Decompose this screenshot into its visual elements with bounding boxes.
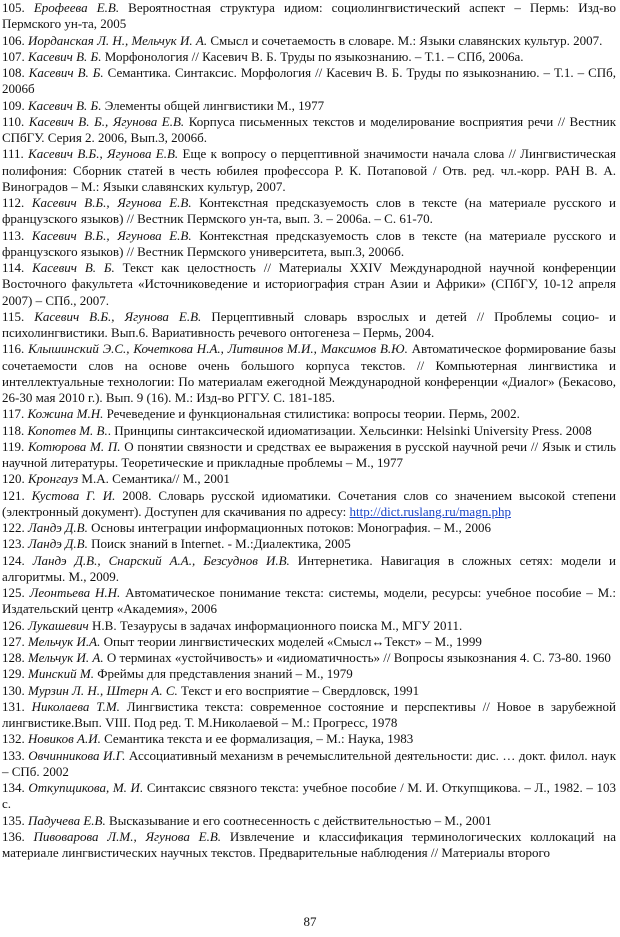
reference-number: 115. [2,308,25,324]
reference-number: 119. [2,438,25,454]
reference-number: 116. [2,341,25,357]
reference-item [2,146,616,195]
reference-item [2,439,616,472]
reference-text: Речеведение и функциональная стилистика: вопросы теории. Пермь, 2002. [103,406,520,422]
reference-text: Морфонология // Касевич В. Б. Труды по языкознанию. – Т.1. – СПб, 2006а. [101,48,524,64]
reference-item [2,618,616,634]
reference-author: Минский М. [28,666,94,682]
reference-item [2,731,616,747]
page-number: 87 [303,914,317,929]
reference-item [2,33,616,49]
reference-author: Касевич В. Б. [28,65,104,80]
reference-text: Вероятностная структура идиом: социолингвистический аспект – Пермь: Изд-во Пермского ун-та, 2005 [2,0,616,32]
reference-link[interactable]: http://dict.ruslang.ru/magn.php [349,503,511,519]
reference-author: Касевич В.Б., Ягунова Е.В. [28,146,179,162]
reference-author: Ерофеева Е.В. [33,0,120,15]
reference-item [2,406,616,422]
reference-number: 120. [2,471,25,487]
reference-number: 110. [2,113,25,129]
reference-item [2,748,616,781]
reference-author: Лукашевич [28,617,89,633]
reference-list [2,0,616,861]
reference-author: Кожина М.Н. [27,406,104,422]
reference-author: Мурзин Л. Н., Штерн А. С. [28,682,178,698]
reference-item [2,65,616,98]
reference-number: 127. [2,633,25,649]
reference-number: 109. [2,97,25,113]
reference-text: Перцептивный словарь взрослых и детей // Проблемы социо- и психолингвистики. Вып.6. Вариативность речевого онтогенеза – Пермь, 2004. [2,308,617,340]
reference-item [2,780,616,813]
reference-item [2,813,616,829]
reference-number: 121. [2,487,25,503]
reference-item [2,0,616,33]
reference-author: Овчинникова И.Г. [28,747,126,763]
reference-number: 132. [2,731,25,747]
reference-item [2,650,616,666]
reference-author: Клышинский Э.С., Кочеткова Н.А., Литвинов М.И., Максимов В.Ю. [28,341,408,357]
reference-text: Основы интеграции информационных потоков: Монография. – М., 2006 [87,520,491,535]
reference-text: Корпуса письменных текстов и моделирование восприятия речи // Вестник СПбГУ. Серия 2. 2006, Вып.3, 2006б. [2,113,617,145]
reference-author: Пивоварова Л.М., Ягунова Е.В. [33,828,222,844]
reference-text: Семантика текста и ее формализация, – М.: Наука, 1983 [100,731,414,747]
reference-item [2,683,616,699]
reference-item [2,536,616,552]
reference-number: 122. [2,520,25,535]
reference-text: О понятии связности и средствах ее выражения в русской научной речи // Язык и стиль научной литературы. Теоретические и прикладные проблемы – М., 1977 [2,438,617,470]
reference-number: 113. [2,227,25,243]
reference-author: Касевич В. Б. [28,97,102,113]
reference-text: Семантика. Синтаксис. Морфология // Касевич В. Б. Труды по языкознанию. – Т.1. – СПб, 2006б [2,65,616,97]
reference-author: Ландэ Д.В., Снарский А.А., Безсуднов И.В. [32,552,290,568]
reference-author: Касевич В. Б., Ягунова Е.В. [28,113,185,129]
reference-text: Н.В. Тезаурусы в задачах информационного поиска М., МГУ 2011. [88,617,463,633]
reference-text: 2008. Словарь русской идиоматики. Сочетания слов со значением высокой степени (электронный документ). Доступен для скачивания по адресу: [2,487,617,519]
reference-text: Контекстная предсказуемость слов в тексте (на материале русского и французского языков) // Вестник Пермского ун-та, вып. 3. – 2006а. – С. 61-70. [2,195,617,227]
reference-text: Текст как целостность // Материалы XXIV Международной научной конференции Восточного факультета «Источниковедение и историография стран Азии и Африки» (СПбГУ, 10-12 апреля 2007) – СПб., 2007. [2,260,616,308]
reference-author: Касевич В. Б. [32,260,115,275]
reference-author: Котюрова М. П. [28,438,121,454]
reference-item [2,829,616,862]
reference-item [2,553,616,586]
reference-number: 107. [2,48,25,64]
reference-number: 124. [2,552,25,568]
reference-author: Новиков А.И. [28,731,101,747]
reference-item [2,666,616,682]
reference-item [2,423,616,439]
reference-text: Высказывание и его соотнесенность с действительностью – М., 2001 [105,812,492,828]
reference-item [2,260,616,309]
reference-text: . Принципы синтаксической идиоматизации. Хельсинки: Helsinki University Press. 2008 [107,422,592,438]
reference-author: Касевич В.Б., Ягунова Е.В. [34,308,202,324]
reference-author: Касевич В.Б., Ягунова Е.В. [31,227,192,243]
reference-number: 129. [2,666,25,682]
reference-text: Фреймы для представления знаний – М., 1979 [93,666,353,682]
reference-item [2,634,616,650]
reference-text: Автоматическое понимание текста: системы, модели, ресурсы: учебное пособие – М.: Издательский центр «Академия», 2006 [2,585,616,617]
reference-item [2,114,616,147]
reference-text: О терминах «устойчивость» и «идиоматичность» // Вопросы языкознания 4. С. 73-80. 1960 [103,650,611,665]
reference-item [2,195,616,228]
reference-author: Откупщикова, М. И. [28,780,144,795]
reference-author: Копотев М. В. [27,422,108,438]
reference-number: 130. [2,682,25,698]
reference-text: Еще к вопросу о перцептивной значимости начала слова // Лингвистическая полифония: Сборник статей в честь юбилея профессора Р. К. Потаповой / Отв. ред. чл.-корр. РАН В. А. Виноградов – М.: Языки славянских культур, 2007. [2,146,616,194]
reference-text: Синтаксис связного текста: учебное пособие / М. И. Откупщикова. – Л., 1982. – 103 с. [2,780,617,812]
reference-number: 106. [2,32,25,48]
reference-number: 123. [2,536,25,552]
reference-item [2,520,616,536]
reference-text: Смысл и сочетаемость в словаре. М.: Языки славянских культур. 2007. [207,32,603,48]
reference-item [2,471,616,487]
reference-item [2,699,616,732]
reference-author: Николаева Т.М. [31,698,120,714]
reference-number: 114. [2,260,25,275]
reference-author: Мельчук И.А. [28,633,101,649]
reference-text: Элементы общей лингвистики М., 1977 [101,97,325,113]
reference-text: Извлечение и классификация терминологических коллокаций на материале лингвистических научных текстов. Предварительные наблюдения // Материалы второго [2,828,617,860]
reference-number: 136. [2,828,25,844]
reference-number: 133. [2,747,25,763]
reference-item [2,309,616,342]
reference-number: 125. [2,585,25,600]
reference-text: Контекстная предсказуемость слов в тексте (на материале русского и французского языков) // Вестник Пермского университета, вып.3, 2006б. [2,227,617,259]
reference-number: 131. [2,698,25,714]
reference-author: Кронгауз [28,471,79,487]
reference-item [2,228,616,261]
reference-number: 135. [2,812,25,828]
reference-number: 134. [2,780,25,795]
reference-number: 117. [2,406,25,422]
reference-number: 112. [2,195,25,210]
reference-number: 111. [2,146,24,162]
reference-author: Касевич В.Б., Ягунова Е.В. [31,195,192,210]
reference-item [2,488,616,521]
reference-author: Падучева Е.В. [28,812,106,828]
reference-number: 108. [2,65,25,80]
reference-number: 128. [2,650,25,665]
reference-text: Текст и его восприятие – Свердловск, 1991 [177,682,420,698]
reference-number: 105. [2,0,25,15]
reference-author: Кустова Г. И. [31,487,116,503]
reference-number: 126. [2,617,25,633]
reference-author: Ландэ Д.В. [28,536,88,552]
reference-text: Автоматическое формирование базы сочетаемости слов на основе очень большого корпуса текстов. // Компьютерная лингвистика и интеллектуальные технологии: По материалам ежегодной Международной конференции «Диалог» (Бекасово, 26-30 мая 2010 г.). Вып. 9 (16). М.: Изд-во РГГУ. С. 181-185. [2,341,617,405]
reference-text: Лингвистика текста: современное состояние и перспективы // Новое в зарубежной лингвистике.Вып. VIII. Под ред. Т. М.Николаевой – М.: Прогресс, 1978 [2,698,617,730]
reference-author: Касевич В. Б. [28,48,102,64]
reference-text: Опыт теории лингвистических моделей «Смысл↔Текст» – М., 1999 [100,633,482,649]
reference-item [2,341,616,406]
reference-text: Интернетика. Навигация в сложных сетях: модели и алгоритмы. М., 2009. [2,552,616,584]
reference-author: Леонтьева Н.Н. [29,585,121,600]
reference-text: Ассоциативный механизм в речемыслительной деятельности: дис. … докт. филол. наук – СПб. 2002 [2,747,617,779]
reference-number: 118. [2,422,25,438]
reference-author: Ландэ Д.В. [28,520,88,535]
reference-item [2,98,616,114]
reference-author: Мельчук И. А. [28,650,104,665]
reference-item [2,585,616,618]
reference-author: Иорданская Л. Н., Мельчук И. А. [28,32,208,48]
reference-item [2,49,616,65]
reference-text: М.А. Семантика// М., 2001 [78,471,230,487]
reference-text: Поиск знаний в Internet. - М.:Диалектика, 2005 [87,536,351,552]
